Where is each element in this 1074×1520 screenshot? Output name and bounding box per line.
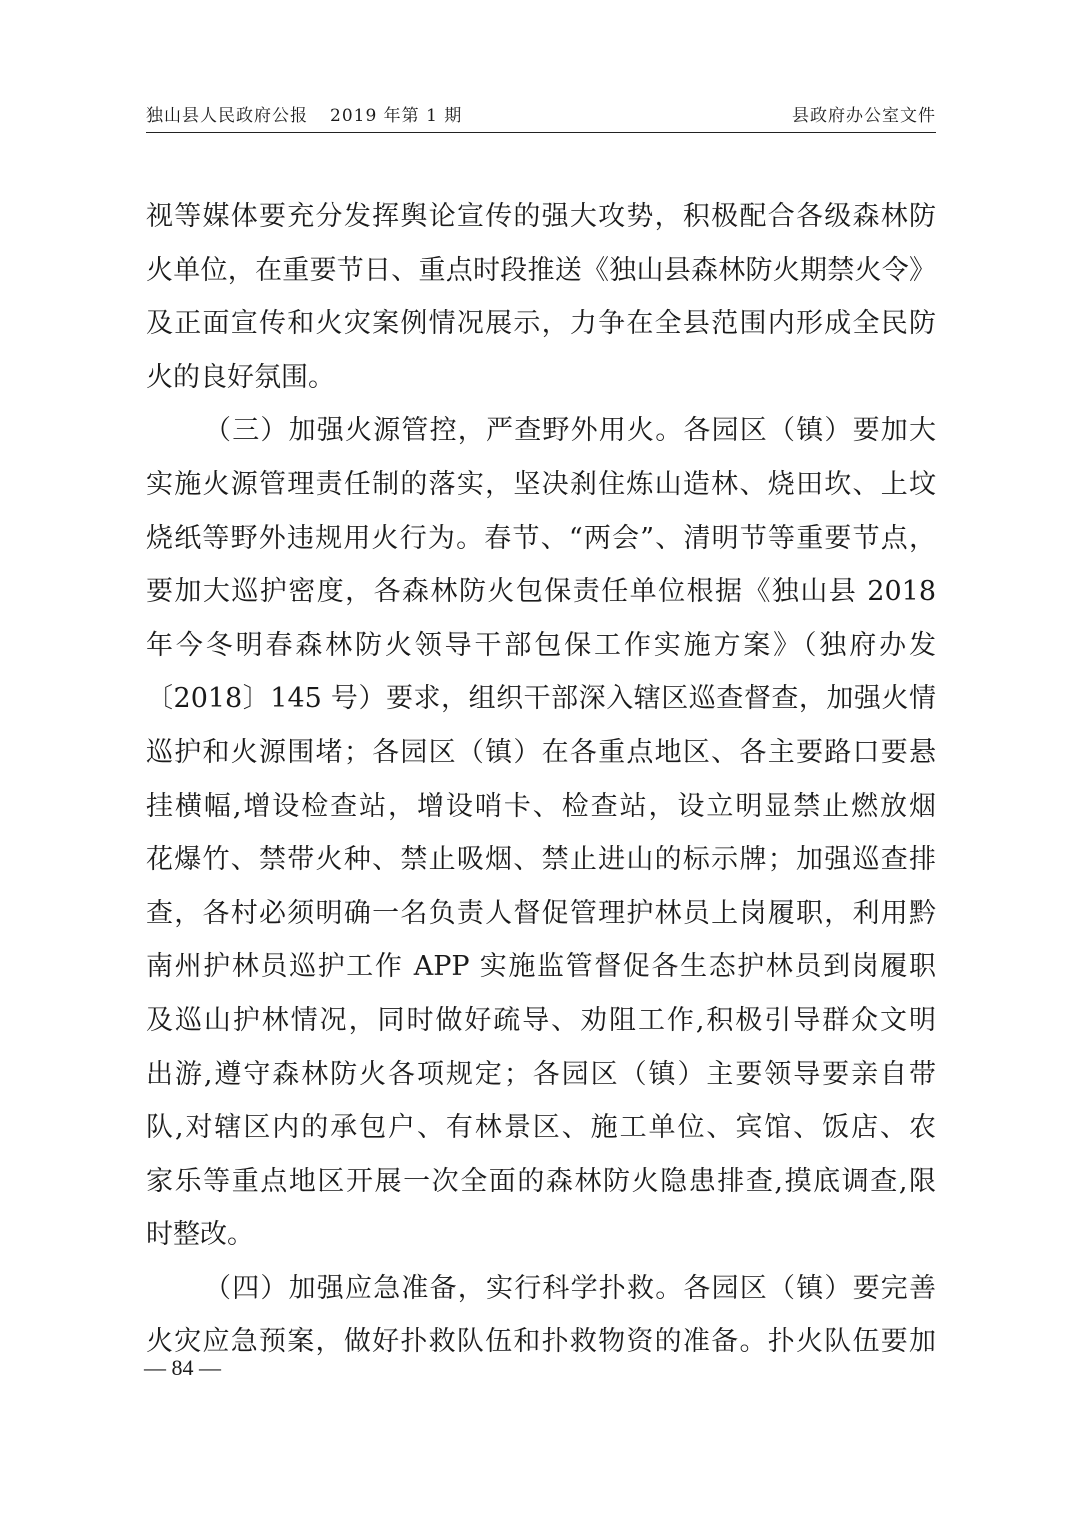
document-section: 县政府办公室文件 [792,106,936,126]
text-line: 家乐等重点地区开展一次全面的森林防火隐患排查,摸底调查,限 [146,1165,936,1197]
header-divider [146,132,936,133]
text-line: 实施火源管理责任制的落实，坚决刹住炼山造林、烧田坎、上坟 [146,468,936,500]
text-line: 挂横幅,增设检查站，增设哨卡、检查站，设立明显禁止燃放烟 [146,790,936,822]
running-header [146,104,936,128]
text-line: 花爆竹、禁带火种、禁止吸烟、禁止进山的标示牌；加强巡查排 [146,844,936,876]
text-line: 要加大巡护密度，各森林防火包保责任单位根据《独山县 2018 [146,576,936,608]
text-line: 视等媒体要充分发挥舆论宣传的强大攻势，积极配合各级森林防 [146,201,936,232]
text-line: 出游,遵守森林防火各项规定；各园区（镇）主要领导要亲自带 [146,1058,936,1090]
text-line: 火的良好氛围。 [146,361,335,393]
text-line: 时整改。 [146,1219,254,1251]
section-heading-line: （四）加强应急准备，实行科学扑救。各园区（镇）要完善 [204,1272,936,1304]
text-line: 火灾应急预案，做好扑救队伍和扑救物资的准备。扑火队伍要加 [146,1326,936,1358]
text-line: 年今冬明春森林防火领导干部包保工作实施方案》（独府办发 [146,629,936,661]
text-line: 队,对辖区内的承包户、有林景区、施工单位、宾馆、饭店、农 [146,1112,936,1144]
text-line: 巡护和火源围堵；各园区（镇）在各重点地区、各主要路口要悬 [146,736,936,768]
section-heading-line: （三）加强火源管控，严查野外用火。各园区（镇）要加大 [204,415,936,447]
text-line: 〔2018〕145 号）要求，组织干部深入辖区巡查督查，加强火情 [146,683,936,715]
text-line: 及正面宣传和火灾案例情况展示，力争在全县范围内形成全民防 [146,308,936,340]
issue-number: 2019 年第 1 期 [330,106,463,126]
page-number: — 84 — [144,1355,221,1380]
text-line: 查，各村必须明确一名负责人督促管理护林员上岗履职，利用黔 [146,897,936,929]
publication-title: 独山县人民政府公报 [146,106,308,126]
text-line: 及巡山护林情况，同时做好疏导、劝阻工作,积极引导群众文明 [146,1004,936,1036]
text-line: 火单位，在重要节日、重点时段推送《独山县森林防火期禁火令》 [146,254,936,286]
text-line: 烧纸等野外违规用火行为。春节、“两会”、清明节等重要节点， [146,522,936,554]
text-line: 南州护林员巡护工作 APP 实施监管督促各生态护林员到岗履职 [146,951,936,983]
document-body [146,190,936,1369]
header-left [146,104,462,128]
